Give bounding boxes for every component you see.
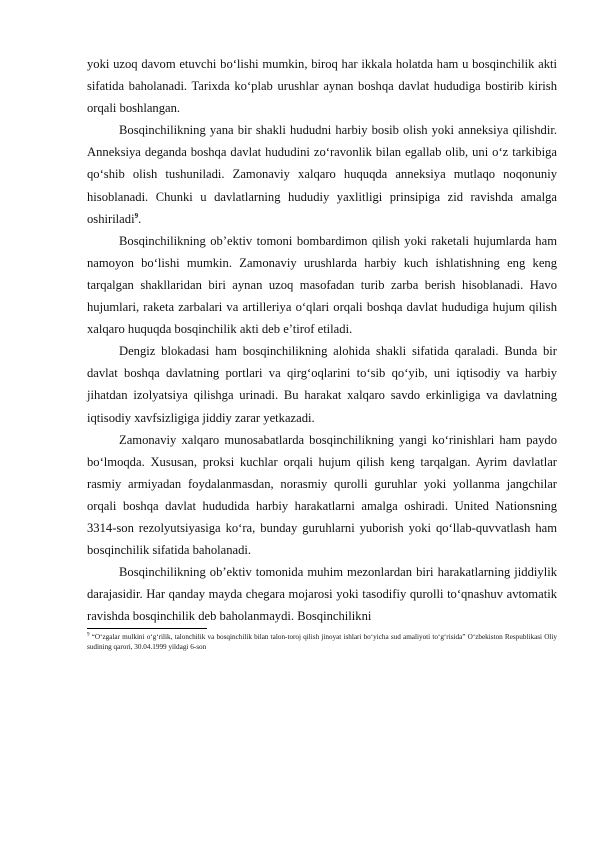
footnote-text: “O‘zgalar mulkini o‘g‘rilik, talonchilik va bosqinchilik bilan talon-toroj qilish jinoyat ishlari bo‘yicha sud amaliyoti to‘g‘risida” O‘zbekiston Respublikasi Oliy sudining qarori, 30.04.1999 yildagi 6-son <box>87 633 557 652</box>
paragraph-2-text: Bosqinchilikning yana bir shakli hududni harbiy bosib olish yoki anneksiya qilishdir. Anneksiya deganda boshqa davlat hududini zo‘ravonlik bilan egallab olib, uni o‘z tarkibiga qo‘shib olish tushuniladi. Zamonaviy xalqaro huquqda anneksiya mutlaqo noqonuniy hisoblanadi. Chunki u davlatlarning hududiy yaxlitligi prinsipiga zid ravishda amalga oshiriladi <box>87 123 557 226</box>
paragraph-3-text: Bosqinchilikning ob’ektiv tomoni bombardimon qilish yoki raketali hujumlarda ham namoyon bo‘lishi mumkin. Zamonaviy urushlarda harbiy kuch ishlatishning eng keng tarqalgan shakllaridan biri aynan uzoq masofadan turib zarba berish hisoblanadi. Havo hujumlari, raketa zarbalari va artilleriya o‘qlari orqali boshqa davlat hududiga hujum qilish xalqaro huquqda bosqinchilik akti deb e’tirof etiladi. <box>87 233 557 337</box>
footnote-divider <box>87 628 207 629</box>
paragraph-6-text: Bosqinchilikning ob’ektiv tomonida muhim mezonlardan biri harakatlarning jiddiylik darajasidir. Har qanday mayda chegara mojarosi yoki tasodifiy qurolli to‘qnashuv avtomatik ravishda bosqinchilik deb baholanmaydi. Bosqinchilikni <box>87 565 557 624</box>
footnote <box>87 632 557 652</box>
paragraph-4-text: Dengiz blokadasi ham bosqinchilikning alohida shakli sifatida qaraladi. Bunda bir davlat boshqa davlatning portlari va qirg‘oqlarini to‘sib qo‘yib, uni iqtisodiy va harbiy jihatdan izolyatsiya qilishga urinadi. Bu harakat xalqaro savdo erkinligiga va davlatning iqtisodiy xavfsizligiga jiddiy zarar yetkazadi. <box>87 344 557 425</box>
paragraph-1-text: yoki uzoq davom etuvchi bo‘lishi mumkin, biroq har ikkala holatda ham u bosqinchilik akti sifatida baholanadi. Tarixda ko‘plab urushlar aynan boshqa davlat hududiga bostirib kirish orqali boshlangan. <box>87 57 557 116</box>
paragraph-2-end: . <box>138 211 142 226</box>
paragraph-5 <box>87 429 557 562</box>
body-text <box>87 53 557 627</box>
paragraph-4 <box>87 340 557 428</box>
footnote-number: 9 <box>87 633 90 639</box>
paragraph-6 <box>87 561 557 627</box>
paragraph-3 <box>87 230 557 340</box>
paragraph-2 <box>87 119 557 229</box>
footnote-reference[interactable]: 9 <box>134 211 139 220</box>
paragraph-5-text: Zamonaviy xalqaro munosabatlarda bosqinchilikning yangi ko‘rinishlari ham paydo bo‘lmoqda. Xususan, proksi kuchlar orqali hujum qilish keng tarqalgan. Ayrim davlatlar rasmiy armiyadan foydalanmasdan, norasmiy qurolli guruhlar yoki yollanma jangchilar orqali boshqa davlat hududida harbiy harakatlarni amalga oshiradi. United Nationsning 3314-son rezolyutsiyasiga ko‘ra, bunday guruhlarni yuborish yoki qo‘llab-quvvatlash ham bosqinchilik sifatida baholanadi. <box>87 432 557 558</box>
paragraph-1 <box>87 53 557 119</box>
